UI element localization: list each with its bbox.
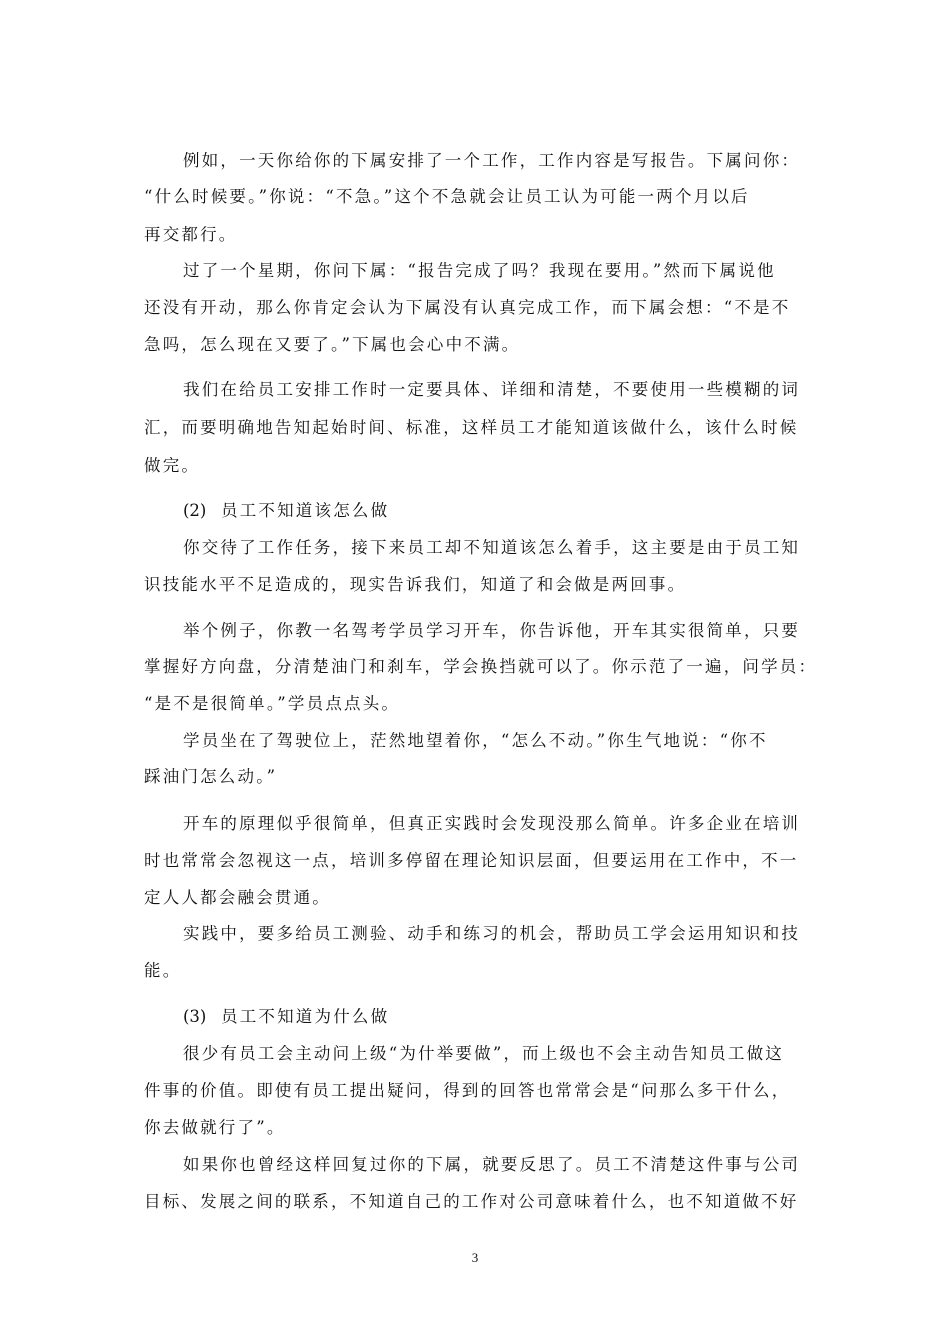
paragraph-line: 例如，一天你给你的下属安排了一个工作，工作内容是写报告。下属问你： <box>183 151 801 170</box>
paragraph-line: 开车的原理似乎很简单，但真正实践时会发现没那么简单。许多企业在培训 <box>183 814 801 833</box>
paragraph-line: 时也常常会忽视这一点，培训多停留在理论知识层面，但要运用在工作中，不一 <box>144 851 799 870</box>
heading-number: (3) <box>183 1007 207 1026</box>
paragraph-line: 如果你也曾经这样回复过你的下属，就要反思了。员工不清楚这件事与公司 <box>183 1155 801 1174</box>
paragraph-line: 实践中，要多给员工测验、动手和练习的机会，帮助员工学会运用知识和技 <box>183 924 801 943</box>
paragraph-line: 你交待了工作任务，接下来员工却不知道该怎么着手，这主要是由于员工知 <box>183 538 801 557</box>
paragraph-line: “什么时候要。”你说：“不急。”这个不急就会让员工认为可能一两个月以后 <box>144 187 750 206</box>
paragraph-line: 再交都行。 <box>144 225 238 244</box>
page-number: 3 <box>471 1250 479 1265</box>
paragraph-line: 踩油门怎么动。” <box>144 767 278 786</box>
paragraph-line: 件事的价值。即使有员工提出疑问，得到的回答也常常会是“问那么多干什么， <box>144 1081 791 1100</box>
paragraph-line: 急吗，怎么现在又要了。”下属也会心中不满。 <box>144 335 521 354</box>
paragraph-line: 还没有开动，那么你肯定会认为下属没有认真完成工作，而下属会想：“不是不 <box>144 298 791 317</box>
paragraph-line: 你去做就行了”。 <box>144 1118 286 1137</box>
paragraph-line: 很少有员工会主动问上级“为什举要做”，而上级也不会主动告知员工做这 <box>183 1044 784 1063</box>
paragraph-line: 定人人都会融会贯通。 <box>144 888 331 907</box>
paragraph-line: 过了一个星期，你问下属：“报告完成了吗？我现在要用。”然而下属说他 <box>183 261 776 280</box>
paragraph-line: 举个例子，你教一名驾考学员学习开车，你告诉他，开车其实很简单，只要 <box>183 621 801 640</box>
section-heading-3 <box>183 1005 389 1029</box>
heading-title: 员工不知道该怎么做 <box>221 501 390 520</box>
heading-number: (2) <box>183 501 207 520</box>
paragraph-line: 掌握好方向盘，分清楚油门和刹车，学会换挡就可以了。你示范了一遍，问学员： <box>144 657 818 676</box>
paragraph-line: 目标、发展之间的联系，不知道自己的工作对公司意味着什么，也不知道做不好 <box>144 1192 799 1211</box>
paragraph-line: 识技能水平不足造成的，现实告诉我们，知道了和会做是两回事。 <box>144 575 687 594</box>
paragraph-line: 我们在给员工安排工作时一定要具体、详细和清楚，不要使用一些模糊的词 <box>183 380 801 399</box>
paragraph-line: 汇，而要明确地告知起始时间、标准，这样员工才能知道该做什么，该什么时候 <box>144 418 799 437</box>
paragraph-line: 学员坐在了驾驶位上，茫然地望着你，“怎么不动。”你生气地说：“你不 <box>183 731 768 750</box>
paragraph-line: 做完。 <box>144 456 201 475</box>
heading-title: 员工不知道为什么做 <box>221 1007 390 1026</box>
paragraph-line: “是不是很简单。”学员点点头。 <box>144 694 401 713</box>
paragraph-line: 能。 <box>144 961 182 980</box>
section-heading-2 <box>183 499 389 523</box>
